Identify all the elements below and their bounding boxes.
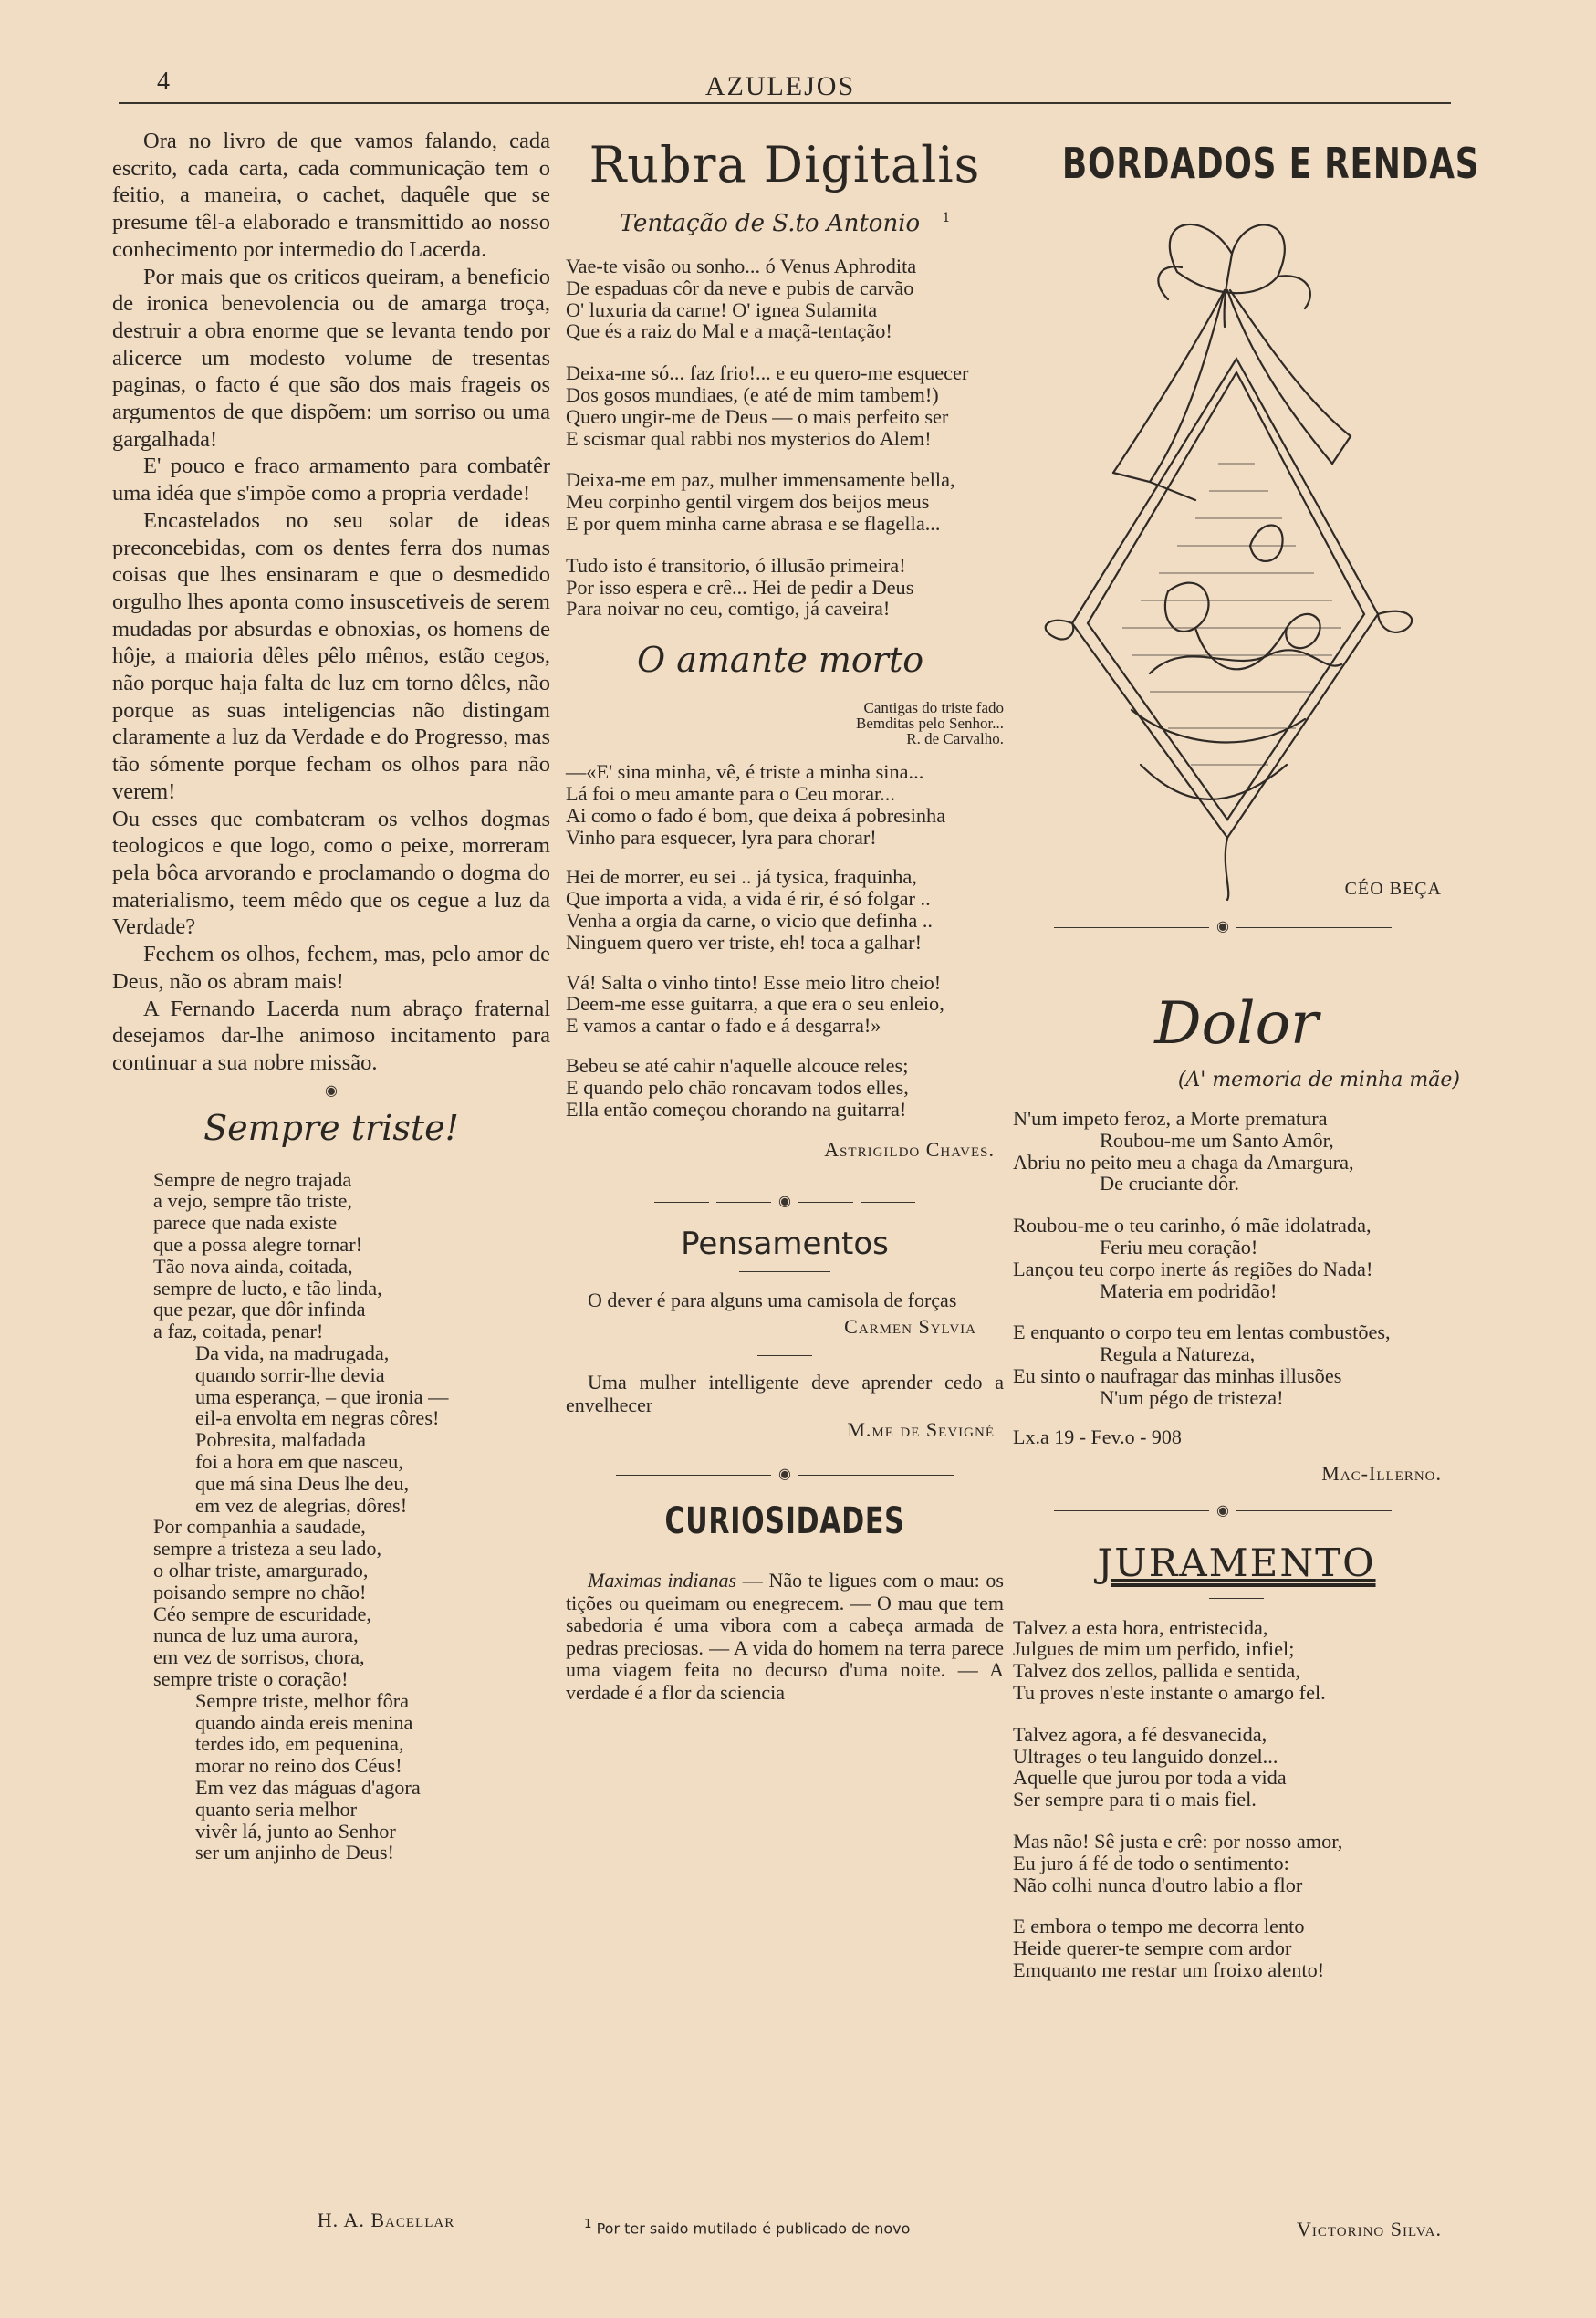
section-divider: ◉	[1054, 1504, 1460, 1519]
paragraph: Ora no livro de que vamos falando, cada escrito, cada carta, cada communicação tem o feitio, a maneira, o cachet, daquêle que se presume têl-a elaborado e transmittido ao nosso conhecimento por intermedio do Lacerda.	[112, 129, 550, 262]
embroidered-cushion-illustration	[1013, 199, 1460, 902]
poem-line: Dos gosos mundiaes, (e até de mim tambem!)	[566, 382, 939, 406]
title-rule	[1209, 1598, 1264, 1599]
poem-author: Mac-Illerno.	[1321, 1461, 1442, 1485]
illustration-credit: CÉO BEÇA	[1344, 879, 1442, 899]
poem-line: Ella então começou chorando na guitarra!	[566, 1097, 907, 1121]
dolor-section	[1013, 990, 1460, 2001]
poem-line: E enquanto o corpo teu em lentas combustões,	[1013, 1321, 1391, 1344]
poem-line: terdes ido, em pequenina,	[195, 1732, 404, 1756]
poem-author: H. A. Bacellar	[317, 2208, 455, 2231]
poem-line: Ninguem quero ver triste, eh! toca a galhar!	[566, 930, 923, 954]
paragraph: Fechem os olhos, fechem, mas, pelo amor de Deus, não os abram mais!	[112, 942, 550, 994]
stanza	[566, 362, 1004, 449]
stanza	[1013, 1108, 1460, 1195]
poem-line: Ultrages o teu languido donzel...	[1013, 1744, 1278, 1768]
poem-line: E quando pelo chão roncavam todos elles,	[566, 1075, 909, 1099]
poem-author: Astrigildo Chaves.	[824, 1138, 995, 1162]
poem-amante-morto	[566, 761, 1004, 1120]
section-divider: ◉	[1054, 920, 1392, 935]
poem-line: O' luxuria da carne! O' ignea Sulamita	[566, 298, 878, 321]
poem-subtitle	[566, 210, 1004, 237]
pensamento-text: O dever é para alguns uma camisola de forças	[588, 1289, 957, 1312]
poem-line: —«E' sina minha, vê, é triste a minha sina...	[566, 760, 924, 784]
poem-line: Meu corpinho gentil virgem dos beijos meus	[566, 490, 930, 514]
poem-line: Regula a Natureza,	[1100, 1342, 1256, 1366]
poem-dedication: (A' memoria de minha mãe)	[1177, 1069, 1460, 1091]
poem-line: Deixa-me só... faz frio!... e eu quero-me esquecer	[566, 361, 969, 385]
poem-line: Venha a orgia da carne, o vicio que definha ..	[566, 908, 934, 932]
poem-line: Talvez a esta hora, entristecida,	[1013, 1615, 1268, 1639]
poem-title-rubra: Rubra Digitalis	[589, 136, 981, 193]
poem-line: Roubou-me o teu carinho, ó mãe idolatrada,	[1013, 1214, 1372, 1237]
curiosidades-content: — Não te ligues com o mau: os tições ou queimam ou enegrecem. — O mau que tem sabedoria é uma vibora com a cabeça armada de pedras preciosas. — A vida do homem na terra parece uma viagem feita no decurso d'uma noite. — A verdade é a flor da sciencia	[566, 1569, 1004, 1704]
poem-line: parece que nada existe	[153, 1211, 338, 1235]
stanza	[1013, 1724, 1460, 1811]
pensamento-2	[566, 1371, 1004, 1416]
poem-line: em vez de sorrisos, chora,	[153, 1645, 365, 1669]
poem-line: De espaduas côr da neve e pubis de carvão	[566, 276, 914, 299]
poem-line: Tu proves n'este instante o amargo fel.	[1013, 1680, 1326, 1704]
poem-line: Hei de morrer, eu sei .. já tysica, fraquinha,	[566, 865, 917, 889]
poem-title-juramento: JURAMENTO	[1097, 1540, 1376, 1585]
poem-line: Não colhi nunca d'outro labio a flor	[1013, 1873, 1303, 1896]
footnote	[584, 2218, 910, 2237]
poem-author: Victorino Silva.	[1296, 2218, 1442, 2240]
poem-line: E por quem minha carne abrasa e se flagella...	[566, 511, 941, 535]
paragraph: E' pouco e fraco armamento para combatêr uma idéa que s'impõe como a propria verdade!	[112, 454, 550, 506]
poem-line: nunca de luz uma aurora,	[153, 1624, 359, 1647]
curiosidades-body	[566, 1570, 1004, 1704]
pensamento-author: M.me de Sevigné	[847, 1418, 995, 1442]
poem-line: Quero ungir-me de Deus — o mais perfeito ser	[566, 404, 949, 428]
poem-line: Céo sempre de escuridade,	[153, 1602, 371, 1625]
pensamento-author: Carmen Sylvia	[844, 1315, 976, 1339]
poem-line: o olhar triste, amargurado,	[153, 1558, 369, 1582]
paragraph: A Fernando Lacerda num abraço fraternal desejamos dar-lhe animoso incitamento para continuar a sua nobre missão.	[112, 996, 550, 1075]
stanza	[566, 469, 1004, 534]
poem-title-dolor: Dolor	[1154, 990, 1319, 1058]
epigraph-line: Bemditas pelo Senhor...	[856, 715, 1004, 733]
footnote-ref: 1	[942, 211, 951, 226]
poem-line: sempre de lucto, e tão linda,	[153, 1276, 382, 1300]
column-right	[1013, 128, 1480, 2240]
poem-line: Julgues de mim um perfido, infiel;	[1013, 1637, 1295, 1661]
divider	[757, 1355, 812, 1356]
poem-line: Ai como o fado é bom, que deixa á pobresinha	[566, 803, 946, 827]
paragraph: Por mais que os criticos queiram, a beneficio de ironica benevolencia ou de amarga troça, destruir a obra enorme que se levanta tendo por alicerce um modesto volume de tresentas paginas, o facto é que são dos mais frageis os argumentos de que dispõem: um sorriso ou uma gargalhada!	[112, 264, 550, 452]
poem-line: Roubou-me um Santo Amôr,	[1100, 1128, 1334, 1152]
stanza	[566, 1055, 1004, 1120]
poem-line: Mas não! Sê justa e crê: por nosso amor,	[1013, 1829, 1343, 1853]
poem-line: vivêr lá, junto ao Senhor	[195, 1819, 396, 1843]
poem-title-amante: O amante morto	[637, 640, 924, 681]
stanza	[1013, 1321, 1460, 1408]
poem-line: N'um impeto feroz, a Morte prematura	[1013, 1107, 1328, 1130]
poem-line: Vae-te visão ou sonho... ó Venus Aphrodita	[566, 255, 917, 277]
column-middle	[566, 128, 1004, 2238]
curiosidades-text	[566, 1570, 1004, 1704]
epigraph-line: R. de Carvalho.	[906, 730, 1004, 748]
poem-line: a faz, coitada, penar!	[153, 1320, 324, 1343]
stanza	[1013, 1916, 1460, 1980]
poem-line: poisando sempre no chão!	[153, 1580, 367, 1603]
poem-line: sempre a tristeza a seu lado,	[153, 1537, 382, 1561]
poem-line: Bebeu se até cahir n'aquelle alcouce reles;	[566, 1053, 909, 1077]
poem-line: Talvez dos zellos, pallida e sentida,	[1013, 1659, 1300, 1683]
poem-juramento	[1013, 1617, 1460, 1981]
curiosidades-lead: Maximas indianas	[588, 1569, 737, 1592]
stanza	[1013, 1617, 1460, 1704]
epigraph	[566, 700, 1004, 747]
footnote-text: Por ter saido mutilado é publicado de novo	[596, 2219, 911, 2238]
poem-line: Por isso espera e crê... Hei de pedir a Deus	[566, 575, 914, 599]
poem-line: Materia em podridão!	[1100, 1279, 1278, 1302]
subtitle-text: Tentação de S.to Antonio	[619, 210, 921, 237]
poem-line: que pezar, que dôr infinda	[153, 1298, 366, 1321]
pensamentos-title: Pensamentos	[681, 1226, 889, 1263]
poem-line: Pobresita, malfadada	[195, 1428, 366, 1452]
header-rule	[119, 102, 1451, 104]
poem-line: Vinho para esquecer, lyra para chorar!	[566, 825, 877, 849]
poem-date: Lx.a 19 - Fev.o - 908	[1013, 1425, 1182, 1448]
poem-line: Que és a raiz do Mal e a maçã-tentação!	[566, 319, 892, 343]
poem-rubra-digitalis	[566, 256, 1004, 620]
poem-line: Em vez das máguas d'agora	[195, 1775, 421, 1799]
epigraph-line: Cantigas do triste fado	[863, 699, 1004, 717]
poem-line: quando ainda ereis menina	[195, 1710, 413, 1734]
poem-line: Lá foi o meu amante para o Ceu morar...	[566, 781, 895, 805]
poem-line: Emquanto me restar um froixo alento!	[1013, 1958, 1325, 1981]
column-left	[112, 128, 550, 2231]
poem-line: Lançou teu corpo inerte ás regiões do Nada!	[1013, 1257, 1373, 1280]
section-title-bordados: BORDADOS E RENDAS	[1061, 139, 1480, 188]
poem-line: Talvez agora, a fé desvanecida,	[1013, 1722, 1267, 1746]
poem-line: Deixa-me em paz, mulher immensamente bella,	[566, 468, 955, 492]
poem-line: foi a hora em que nasceu,	[195, 1449, 403, 1473]
poem-line: eil-a envolta em negras côres!	[195, 1406, 440, 1430]
stanza	[566, 256, 1004, 342]
poem-sempre-triste	[112, 1169, 550, 1864]
poem-line: que má sina Deus lhe deu,	[195, 1471, 410, 1495]
poem-line: Tudo isto é transitorio, ó illusão primeira!	[566, 553, 906, 577]
stanza	[566, 555, 1004, 620]
stanza	[1013, 1831, 1460, 1895]
poem-line: Sempre de negro trajada	[153, 1167, 352, 1191]
poem-line: E vamos a cantar o fado e á desgarra!»	[566, 1014, 881, 1038]
pensamento-1	[566, 1289, 1004, 1311]
poem-line: em vez de alegrias, dôres!	[195, 1493, 408, 1517]
poem-line: Para noivar no ceu, comtigo, já caveira!	[566, 597, 891, 621]
paragraph: Encastelados no seu solar de ideas preconcebidas, com os dentes ferra dos numas coisas que lhes ensinaram e que o desmedido orgulho lhes aponta como insuscetiveis de serem mudadas por absurdas e obnoxias, os homens de hôje, a maioria dêles pêlo mênos, estão cegos, não porque haja falta de luz em torno dêles, não porque as suas inteligencias não distingam claramente a luz da Verdade e do Progresso, mas tão sómente porque fecham os olhos para não verem!	[112, 507, 550, 804]
page-header	[110, 66, 1451, 106]
poem-line: De cruciante dôr.	[1100, 1172, 1239, 1196]
poem-line: Da vida, na madrugada,	[195, 1341, 390, 1364]
poem-line: Heide querer-te sempre com ardor	[1013, 1937, 1292, 1960]
poem-line: E embora o tempo me decorra lento	[1013, 1915, 1305, 1938]
title-rule	[739, 1271, 830, 1272]
poem-line: Deem-me esse guitarra, a que era o seu enleio,	[566, 992, 944, 1016]
poem-line: quanto seria melhor	[195, 1797, 358, 1821]
poem-line: E scismar qual rabbi nos mysterios do Alem!	[566, 426, 932, 450]
poem-line: Abriu no peito meu a chaga da Amargura,	[1013, 1150, 1354, 1174]
page-number: 4	[157, 68, 170, 96]
poem-line: Aquelle que jurou por toda a vida	[1013, 1766, 1287, 1790]
poem-line: ser um anjinho de Deus!	[195, 1841, 394, 1864]
poem-line: sempre triste o coração!	[153, 1666, 349, 1690]
stanza	[1013, 1215, 1460, 1301]
poem-line: Eu sinto o naufragar das minhas illusões	[1013, 1363, 1342, 1387]
poem-line: quando sorrir-lhe devia	[195, 1363, 385, 1386]
section-divider: ◉	[566, 1195, 1004, 1209]
poem-line: Que importa a vida, a vida é rir, é só folgar ..	[566, 887, 931, 911]
poem-line: morar no reino dos Céus!	[195, 1754, 402, 1778]
article-body	[112, 128, 550, 1077]
poem-line: uma esperança, – que ironia —	[195, 1384, 449, 1408]
stanza	[566, 761, 1004, 848]
poem-title: Sempre triste!	[203, 1107, 459, 1148]
stanza	[566, 866, 1004, 953]
poem-line: Por companhia a saudade,	[153, 1515, 366, 1539]
poem-dolor	[1013, 1108, 1460, 1409]
poem-line: Vá! Salta o vinho tinto! Esse meio litro cheio!	[566, 970, 942, 994]
poem-line: Eu juro á fé de todo o sentimento:	[1013, 1851, 1289, 1874]
section-divider: ◉	[566, 1467, 1004, 1482]
stanza	[566, 972, 1004, 1037]
poem-line: Sempre triste, melhor fôra	[195, 1688, 410, 1712]
curiosidades-title: CURIOSIDADES	[664, 1500, 905, 1543]
pensamento-text: Uma mulher intelligente deve aprender cedo a envelhecer	[566, 1371, 1004, 1417]
poem-line: que a possa alegre tornar!	[153, 1233, 363, 1256]
paragraph: Ou esses que combateram os velhos dogmas teologicos e que logo, como o peixe, morreram pela bôca arvorando e proclamando o dogma do materialismo, teem mêdo que os cegue a luz da Verdade?	[112, 806, 550, 940]
poem-line: a vejo, sempre tão triste,	[153, 1189, 352, 1213]
poem-line: N'um pégo de tristeza!	[1100, 1385, 1284, 1409]
journal-title: AZULEJOS	[704, 71, 856, 101]
poem-line: Ser sempre para ti o mais fiel.	[1013, 1788, 1257, 1812]
poem-line: Tão nova ainda, coitada,	[153, 1254, 353, 1278]
section-divider: ◉	[112, 1084, 550, 1099]
poem-line: Feriu meu coração!	[1100, 1235, 1258, 1258]
footnote-mark: 1	[584, 2218, 592, 2231]
